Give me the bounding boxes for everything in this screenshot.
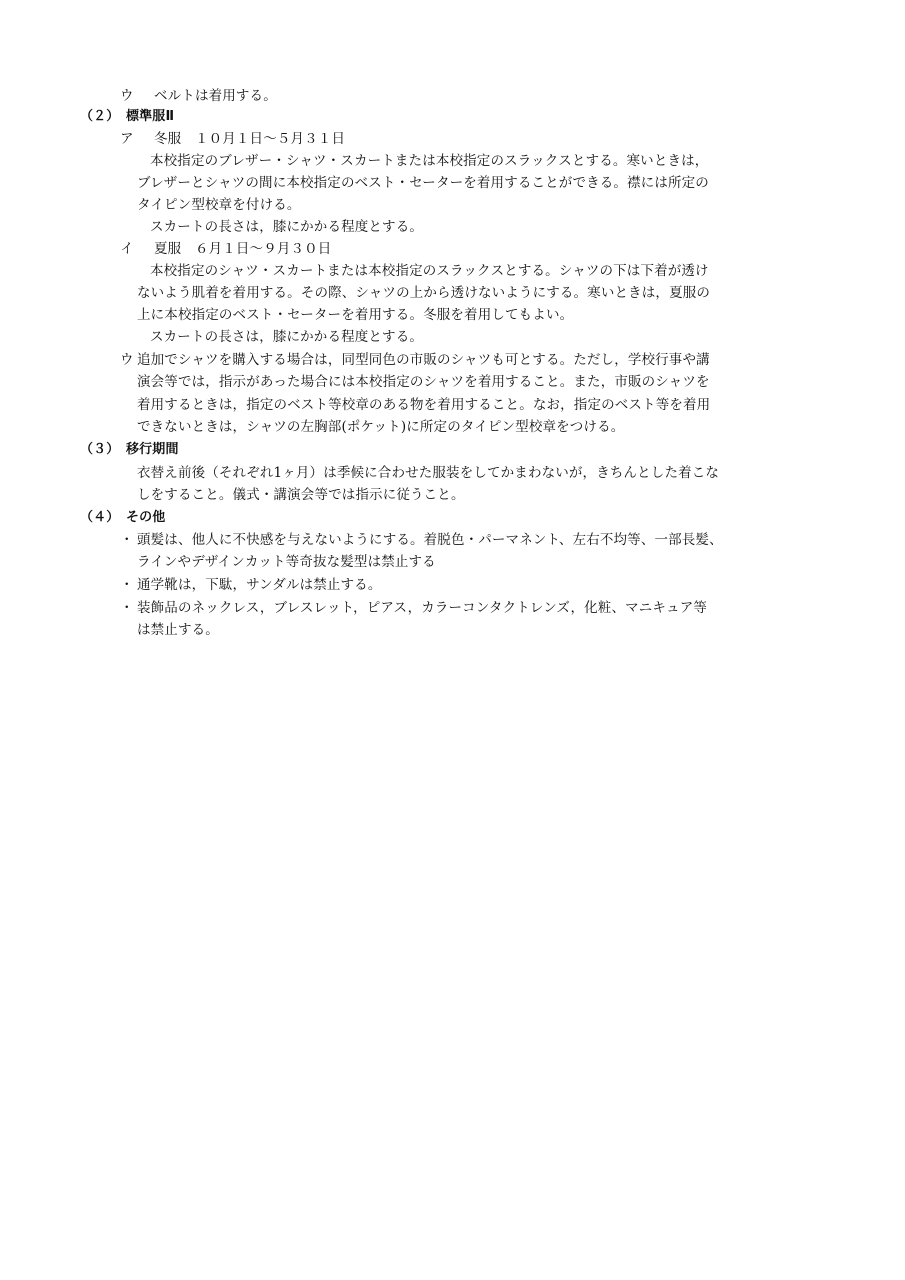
bullet-item-hair <box>120 530 723 550</box>
winter-heading-text: 冬服 １０月１日～５月３１日 <box>154 131 346 147</box>
winter-skirt-line: スカートの長さは，膝にかかる程度とする。 <box>150 219 423 235</box>
hair-text-cont: ラインやデザインカット等奇抜な髪型は禁止する <box>137 554 436 570</box>
extra-shirt-marker: ウ <box>120 352 134 368</box>
belt-text: ベルトは着用する。 <box>154 88 277 104</box>
accessories-text: 装飾品のネックレス，ブレスレット，ピアス，カラーコンタクトレンズ，化粧、マニキュア等 <box>137 600 707 616</box>
bullet: ・ <box>120 532 134 548</box>
winter-body-line: ブレザーとシャツの間に本校指定のベスト・セーターを着用することができる。襟には所定の <box>137 175 709 191</box>
extra-shirt-line: できないときは，シャツの左胸部(ポケット)に所定のタイピン型校章をつける。 <box>137 419 625 435</box>
section4-number: （４） <box>80 510 120 525</box>
section2-number: （２） <box>80 109 120 124</box>
summer-skirt-line: スカートの長さは，膝にかかる程度とする。 <box>150 329 423 345</box>
hair-text: 頭髪は、他人に不快感を与えないようにする。着脱色・パーマネント、左右不均等、一部長髪、 <box>137 532 723 548</box>
section3-body-line: しをすること。儀式・講演会等では指示に従うこと。 <box>137 487 465 503</box>
section3-body-line: 衣替え前後（それぞれ1ヶ月）は季候に合わせた服装をしてかまわないが，きちんとした着こな <box>137 465 720 481</box>
extra-shirt-line: 演会等では，指示があった場合には本校指定のシャツを着用すること。また，市販のシャツを <box>137 374 710 390</box>
summer-body-line: 上に本校指定のベスト・セーターを着用する。冬服を着用してもよい。 <box>137 307 574 323</box>
bullet: ・ <box>120 577 134 593</box>
section4-title: その他 <box>126 510 166 525</box>
section2-title: 標準服Ⅱ <box>126 109 175 124</box>
summer-marker: イ <box>120 241 134 257</box>
section3-number: （３） <box>80 442 120 457</box>
bullet-item-accessories <box>120 598 707 618</box>
shoes-text: 通学靴は，下駄，サンダルは禁止する。 <box>137 577 382 593</box>
winter-body-line: タイピン型校章を付ける。 <box>137 197 301 213</box>
accessories-text-cont: は禁止する。 <box>137 622 219 638</box>
summer-body-line: 本校指定のシャツ・スカートまたは本校指定のスラックスとする。シャツの下は下着が透け <box>150 263 709 279</box>
section3-heading <box>80 440 179 460</box>
extra-shirt-line <box>120 350 710 370</box>
bullet-item-shoes <box>120 575 381 595</box>
belt-line <box>120 86 277 106</box>
summer-body-line: ないよう肌着を着用する。その際、シャツの上から透けないようにする。寒いときは，夏服の <box>137 285 711 301</box>
belt-marker: ウ <box>120 88 134 104</box>
section2-heading <box>80 107 174 127</box>
winter-body-line: 本校指定のブレザー・シャツ・スカートまたは本校指定のスラックスとする。寒いときは， <box>150 153 709 169</box>
section3-title: 移行期間 <box>126 442 179 457</box>
summer-heading <box>120 239 331 259</box>
winter-marker: ア <box>120 131 134 147</box>
summer-heading-text: 夏服 ６月１日～９月３０日 <box>154 241 332 257</box>
extra-shirt-line: 着用するときは，指定のベスト等校章のある物を着用すること。なお，指定のベスト等を着用 <box>137 397 711 413</box>
section4-heading <box>80 508 165 528</box>
winter-heading <box>120 129 345 149</box>
bullet: ・ <box>120 600 134 616</box>
extra-shirt-text: 追加でシャツを購入する場合は，同型同色の市販のシャツも可とする。ただし，学校行事や講 <box>137 352 710 368</box>
